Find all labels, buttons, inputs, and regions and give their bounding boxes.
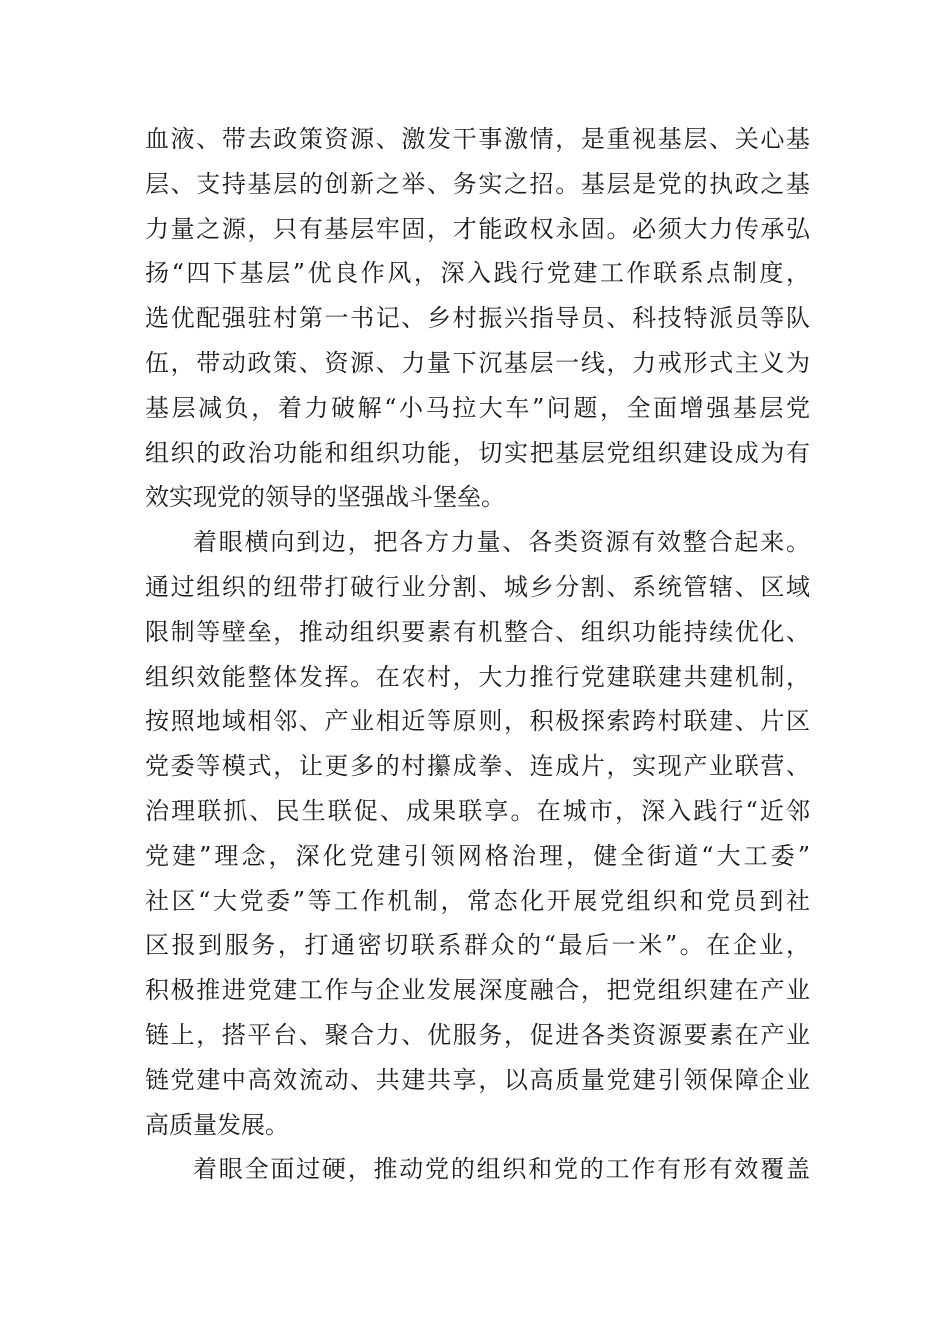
text-line: 通过组织的纽带打破行业分割、城乡分割、系统管辖、区域 — [145, 572, 810, 601]
text-line: 限制等壁垒，推动组织要素有机整合、组织功能持续优化、 — [145, 617, 810, 646]
text-line: 链上，搭平台、聚合力、优服务，促进各类资源要素在产业 — [145, 1020, 810, 1049]
text-line: 组织的政治功能和组织功能，切实把基层党组织建设成为有 — [145, 438, 810, 467]
text-line: 层、支持基层的创新之举、务实之招。基层是党的执政之基 — [145, 169, 810, 198]
paragraph-start-line: 着眼全面过硬，推动党的组织和党的工作有形有效覆盖 — [193, 1155, 810, 1184]
text-line: 治理联抓、民生联促、成果联享。在城市，深入践行“近邻 — [145, 796, 810, 825]
text-line: 基层减负，着力破解“小马拉大车”问题，全面增强基层党 — [145, 393, 810, 422]
text-line: 血液、带去政策资源、激发干事激情，是重视基层、关心基 — [145, 125, 810, 153]
text-line: 党委等模式，让更多的村攥成拳、连成片，实现产业联营、 — [145, 752, 810, 781]
text-line: 按照地域相邻、产业相近等原则，积极探索跨村联建、片区 — [145, 707, 810, 736]
text-line: 党建”理念，深化党建引领网格治理，健全街道“大工委” — [145, 841, 810, 870]
text-line: 选优配强驻村第一书记、乡村振兴指导员、科技特派员等队 — [145, 304, 810, 333]
text-line: 社区“大党委”等工作机制，常态化开展党组织和党员到社 — [145, 886, 810, 915]
text-line: 高质量发展。 — [145, 1110, 289, 1139]
text-line: 区报到服务，打通密切联系群众的“最后一米”。在企业， — [145, 931, 810, 960]
text-line: 链党建中高效流动、共建共享，以高质量党建引领保障企业 — [145, 1065, 810, 1094]
body-text — [145, 117, 810, 1192]
text-line: 积极推进党建工作与企业发展深度融合，把党组织建在产业 — [145, 976, 810, 1005]
text-line: 伍，带动政策、资源、力量下沉基层一线，力戒形式主义为 — [145, 348, 810, 377]
text-line: 力量之源，只有基层牢固，才能政权永固。必须大力传承弘 — [145, 214, 810, 243]
text-line: 效实现党的领导的坚强战斗堡垒。 — [145, 483, 505, 512]
text-line: 扬“四下基层”优良作风，深入践行党建工作联系点制度， — [145, 259, 810, 288]
text-line: 组织效能整体发挥。在农村，大力推行党建联建共建机制， — [145, 662, 810, 691]
paragraph-start-line: 着眼横向到边，把各方力量、各类资源有效整合起来。 — [193, 528, 810, 557]
